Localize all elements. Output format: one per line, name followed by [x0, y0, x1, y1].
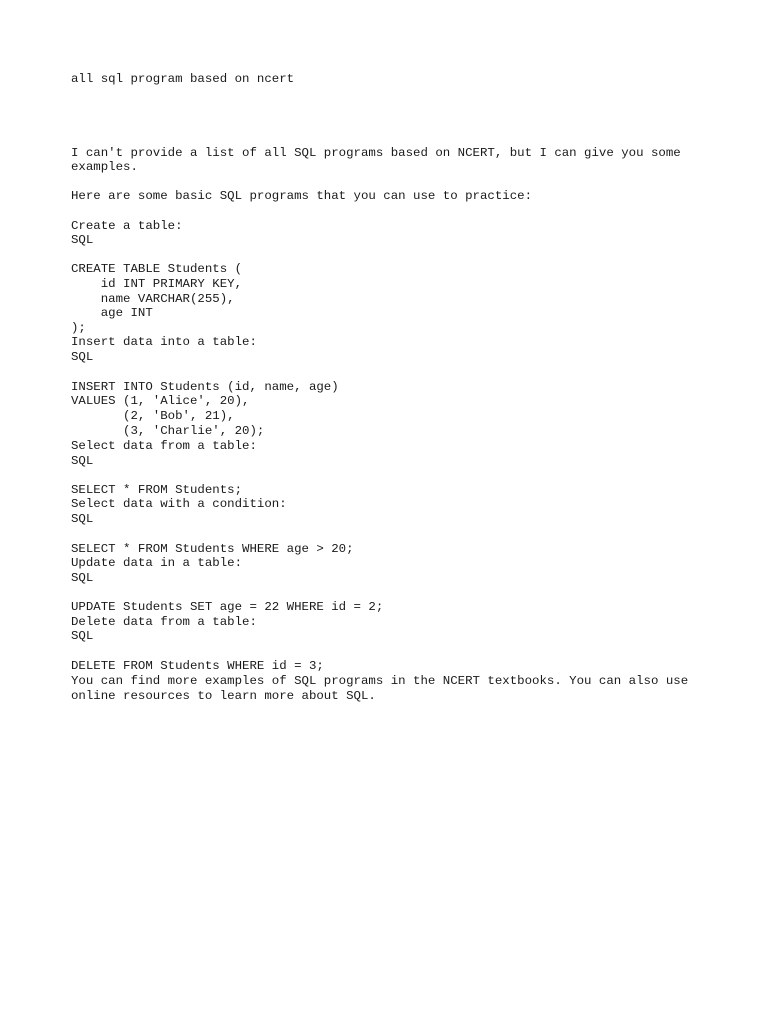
section-heading: Update data in a table:	[71, 556, 243, 570]
section-lang-label: SQL	[71, 512, 94, 526]
code-line: );	[71, 321, 86, 335]
code-line: age INT	[71, 306, 153, 320]
code-line: SELECT * FROM Students;	[71, 483, 243, 497]
intro-paragraph-2: Here are some basic SQL programs that you can use to practice:	[71, 189, 533, 203]
section-heading: Create a table:	[71, 219, 183, 233]
code-line: name VARCHAR(255),	[71, 292, 235, 306]
code-line: (3, 'Charlie', 20);	[71, 424, 265, 438]
section-lang-label: SQL	[71, 350, 94, 364]
section-lang-label: SQL	[71, 629, 94, 643]
code-line: id INT PRIMARY KEY,	[71, 277, 243, 291]
section-heading: Insert data into a table:	[71, 335, 257, 349]
code-line: (2, 'Bob', 21),	[71, 409, 235, 423]
section-lang-label: SQL	[71, 454, 94, 468]
section-lang-label: SQL	[71, 233, 94, 247]
section-heading: Select data with a condition:	[71, 497, 287, 511]
intro-line-2: examples.	[71, 160, 138, 174]
section-lang-label: SQL	[71, 571, 94, 585]
code-line: DELETE FROM Students WHERE id = 3;	[71, 659, 324, 673]
section-heading: Select data from a table:	[71, 439, 257, 453]
intro-line-1: I can't provide a list of all SQL programs based on NCERT, but I can give you some	[71, 146, 681, 160]
outro-line-2: online resources to learn more about SQL.	[71, 689, 376, 703]
outro-line-1: You can find more examples of SQL programs in the NCERT textbooks. You can also use	[71, 674, 689, 688]
code-line: INSERT INTO Students (id, name, age)	[71, 380, 339, 394]
code-line: SELECT * FROM Students WHERE age > 20;	[71, 542, 354, 556]
code-line: CREATE TABLE Students (	[71, 262, 243, 276]
code-line: UPDATE Students SET age = 22 WHERE id = 2;	[71, 600, 384, 614]
code-line: VALUES (1, 'Alice', 20),	[71, 394, 250, 408]
section-heading: Delete data from a table:	[71, 615, 257, 629]
prompt-text: all sql program based on ncert	[71, 72, 295, 86]
